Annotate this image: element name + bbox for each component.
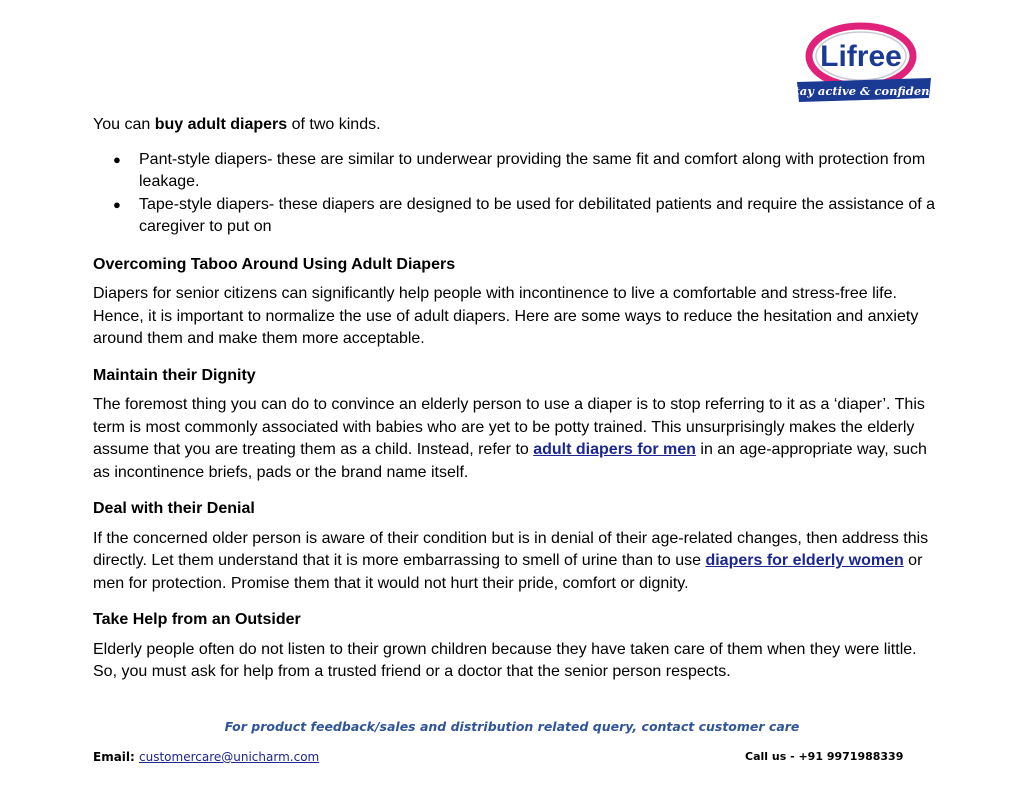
intro-paragraph	[93, 114, 938, 137]
section-heading-dignity: Maintain their Dignity	[93, 366, 256, 384]
denial-text-pre: If the concerned older person is aware of their condition but is in denial of their age-related changes, then address this directly. Let them understand that it is more embarrassing to smell of urine than to use	[93, 529, 929, 569]
section-text-taboo: Diapers for senior citizens can significantly help people with incontinence to live a comfortable and stress-free life. Hence, it is important to normalize the use of adult diapers. Here are some ways to reduce the hesitation and anxiety around them and make them more acceptable.	[93, 285, 919, 347]
logo-brand: Lifree	[820, 40, 902, 73]
denial-text-post: or men for protection. Promise them that it would not hurt their pride, comfort or dignity.	[93, 552, 923, 592]
list-item-text: Pant-style diapers- these are similar to underwear providing the same fit and comfort along with protection from leakage.	[139, 150, 926, 190]
list-item-text: Tape-style diapers- these diapers are designed to be used for debilitated patients and require the assistance of a caregiver to put on	[139, 195, 936, 235]
section-text-outsider: Elderly people often do not listen to their grown children because they have taken care of them when they were little. So, you must ask for help from a trusted friend or a doctor that the senior person respects.	[93, 640, 917, 680]
footer-query-text: For product feedback/sales and distribution related query, contact customer care	[224, 719, 800, 734]
email-link[interactable]: customercare@unicharm.com	[139, 750, 320, 764]
email-label: Email:	[93, 750, 140, 764]
section-text-denial	[93, 528, 938, 596]
bullet-icon: ●	[113, 196, 121, 212]
intro-pre: You can	[93, 116, 155, 133]
list-item	[93, 149, 938, 194]
footer-email	[93, 750, 319, 764]
logo-tagline: Stay active & confident!	[793, 84, 933, 98]
dignity-text-post: in an age-appropriate way, such as incontinence briefs, pads or the brand name itself.	[93, 441, 927, 481]
dignity-text-pre: The foremost thing you can do to convince an elderly person to use a diaper is to stop referring to it as a ‘diaper’. This term is most commonly associated with babies who are yet to be potty trained. This unsurprisingly makes the elderly assume that you are treating them as a child. Instead, refer to	[93, 396, 925, 458]
list-item	[93, 194, 938, 239]
article-body	[93, 114, 938, 698]
diaper-kinds-list	[93, 149, 938, 239]
diapers-for-elderly-women-link[interactable]: diapers for elderly women	[705, 552, 904, 569]
adult-diapers-for-men-link[interactable]: adult diapers for men	[533, 441, 696, 458]
footer-call: Call us - +91 9971988339	[745, 750, 904, 763]
lifree-logo	[793, 22, 933, 104]
intro-post: of two kinds.	[287, 116, 381, 133]
section-heading-taboo: Overcoming Taboo Around Using Adult Diapers	[93, 255, 456, 273]
section-heading-denial: Deal with their Denial	[93, 500, 255, 517]
section-text-dignity	[93, 394, 938, 484]
intro-bold: buy adult diapers	[154, 116, 288, 133]
bullet-icon: ●	[113, 151, 121, 167]
section-heading-outsider: Take Help from an Outsider	[93, 611, 301, 628]
